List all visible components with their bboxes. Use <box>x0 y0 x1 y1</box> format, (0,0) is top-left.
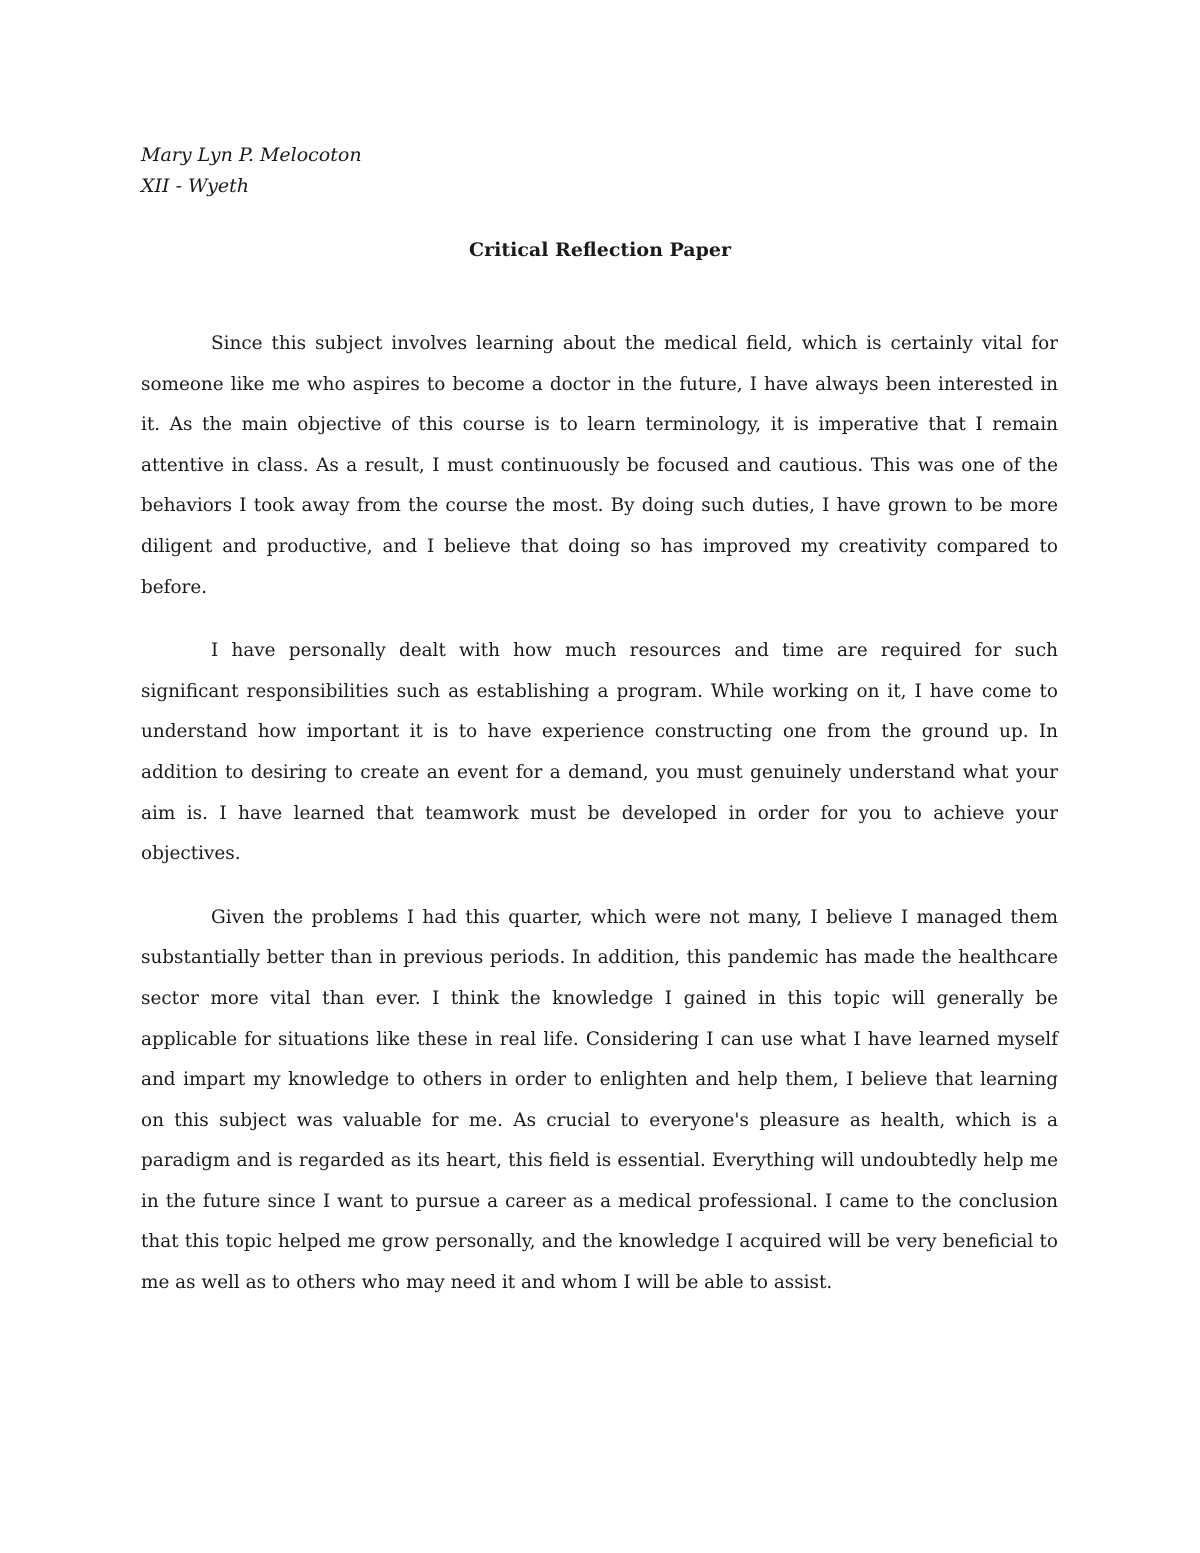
paragraph-2: I have personally dealt with how much resources and time are required for such significant responsibilities such as establishing a program. While working on it, I have come to understand how important it is to have experience constructing one from the ground up. In addition to desiring to create an event for a demand, you must genuinely understand what your aim is. I have learned that teamwork must be developed in order for you to achieve your objectives. <box>141 640 1058 865</box>
author-name: Mary Lyn P. Melocoton <box>141 144 362 166</box>
document-header <box>141 140 362 202</box>
document-title: Critical Reflection Paper <box>469 239 731 261</box>
document-body <box>141 324 1058 1327</box>
paragraph-1: Since this subject involves learning about the medical field, which is certainly vital for someone like me who aspires to become a doctor in the future, I have always been interested in it. As the main objective of this course is to learn terminology, it is imperative that I remain attentive in class. As a result, I must continuously be focused and cautious. This was one of the behaviors I took away from the course the most. By doing such duties, I have grown to be more diligent and productive, and I believe that doing so has improved my creativity compared to before. <box>141 333 1058 598</box>
paragraph-3: Given the problems I had this quarter, which were not many, I believe I managed them substantially better than in previous periods. In addition, this pandemic has made the healthcare sector more vital than ever. I think the knowledge I gained in this topic will generally be applicable for situations like these in real life. Considering I can use what I have learned myself and impart my knowledge to others in order to enlighten and help them, I believe that learning on this subject was valuable for me. As crucial to everyone's pleasure as health, which is a paradigm and is regarded as its heart, this field is essential. Everything will undoubtedly help me in the future since I want to pursue a career as a medical professional. I came to the conclusion that this topic helped me grow personally, and the knowledge I acquired will be very beneficial to me as well as to others who may need it and whom I will be able to assist. <box>141 906 1058 1294</box>
class-section: XII - Wyeth <box>141 175 249 197</box>
